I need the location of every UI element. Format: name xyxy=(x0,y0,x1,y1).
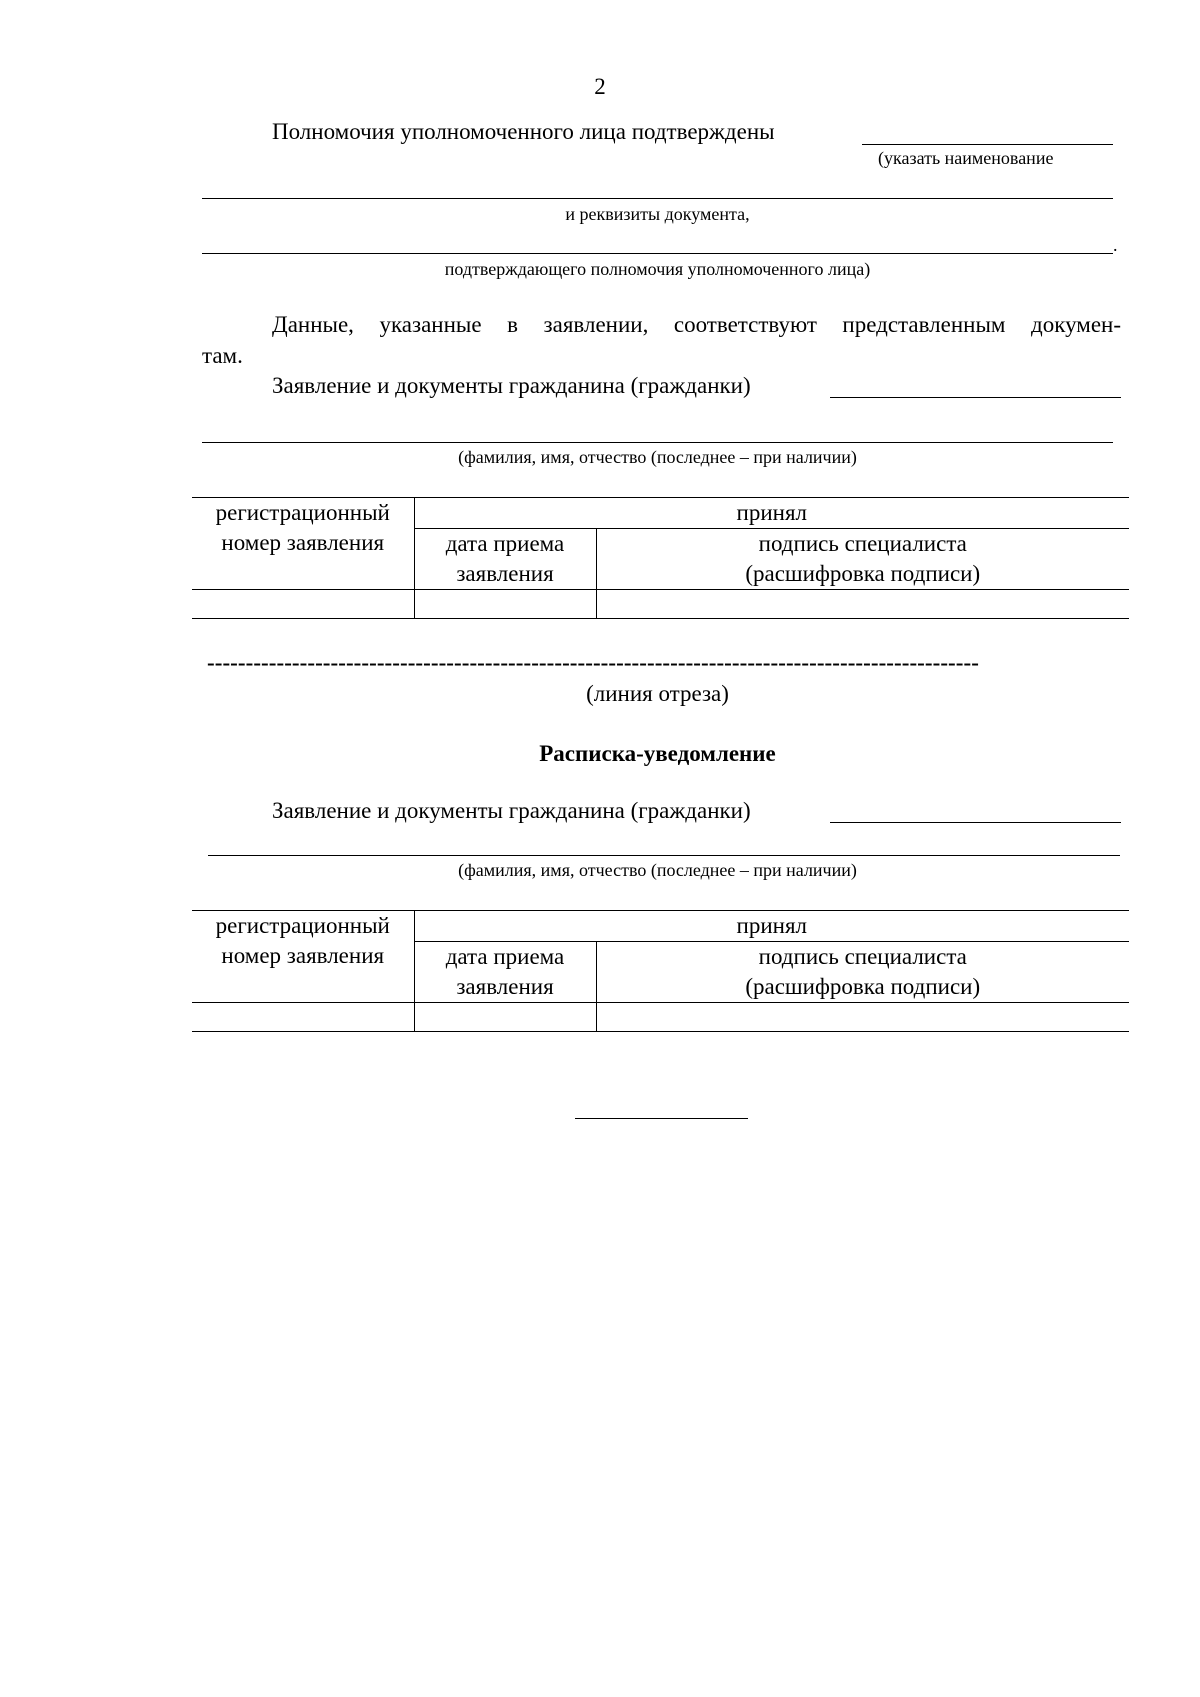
application-fio-hint: (фамилия, имя, отчество (последнее – при наличии) xyxy=(458,447,857,467)
reg-number-header: регистрационный номер заявления xyxy=(192,498,414,590)
authority-line-2 xyxy=(202,198,1113,199)
date-cell[interactable] xyxy=(414,590,596,619)
reg-number-cell[interactable] xyxy=(192,1003,414,1032)
signature-header: подпись специалиста (расшифровка подписи) xyxy=(745,944,981,999)
receipt-fill-line xyxy=(830,822,1121,823)
reg-number-cell[interactable] xyxy=(192,590,414,619)
accepted-header: принял xyxy=(414,498,1129,529)
receipt-fio-line xyxy=(208,855,1120,856)
authority-hint-name: (указать наименование xyxy=(878,148,1054,168)
data-statement-line2: там. xyxy=(202,343,243,368)
date-cell[interactable] xyxy=(414,1003,596,1032)
signature-cell[interactable] xyxy=(596,1003,1129,1032)
signature-cell[interactable] xyxy=(596,590,1129,619)
date-header: дата приема заявления xyxy=(414,529,596,590)
receipt-fio-hint: (фамилия, имя, отчество (последнее – при наличии) xyxy=(458,860,857,880)
application-fill-line xyxy=(830,397,1121,398)
receipt-title: Расписка-уведомление xyxy=(539,741,776,766)
authority-line-3 xyxy=(202,253,1113,254)
page-number-text: 2 xyxy=(594,74,606,99)
data-statement-line1: Данные, указанные в заявлении, соответствуют представленным докумен- xyxy=(272,312,1121,337)
accepted-header: принял xyxy=(414,911,1129,942)
authority-fill-line xyxy=(862,144,1113,145)
reg-number-header: регистрационный номер заявления xyxy=(192,911,414,1003)
end-separator xyxy=(575,1118,748,1119)
authority-period: . xyxy=(1113,235,1118,255)
registration-table xyxy=(192,497,1129,619)
receipt-application-text: Заявление и документы гражданина (гражданки) xyxy=(272,798,751,823)
receipt-registration-table xyxy=(192,910,1129,1032)
date-header: дата приема заявления xyxy=(414,942,596,1003)
cut-line-dashes: ---------------------------------------------------------------------------------------------------- xyxy=(207,650,979,675)
application-text: Заявление и документы гражданина (гражданки) xyxy=(272,373,751,398)
authority-hint-details: и реквизиты документа, xyxy=(565,204,750,224)
cut-line-label: (линия отреза) xyxy=(586,681,729,706)
signature-header: подпись специалиста (расшифровка подписи) xyxy=(745,531,981,586)
authority-text: Полномочия уполномоченного лица подтверждены xyxy=(272,119,775,144)
authority-hint-confirm: подтверждающего полномочия уполномоченного лица) xyxy=(444,259,871,279)
application-fio-line xyxy=(202,442,1113,443)
